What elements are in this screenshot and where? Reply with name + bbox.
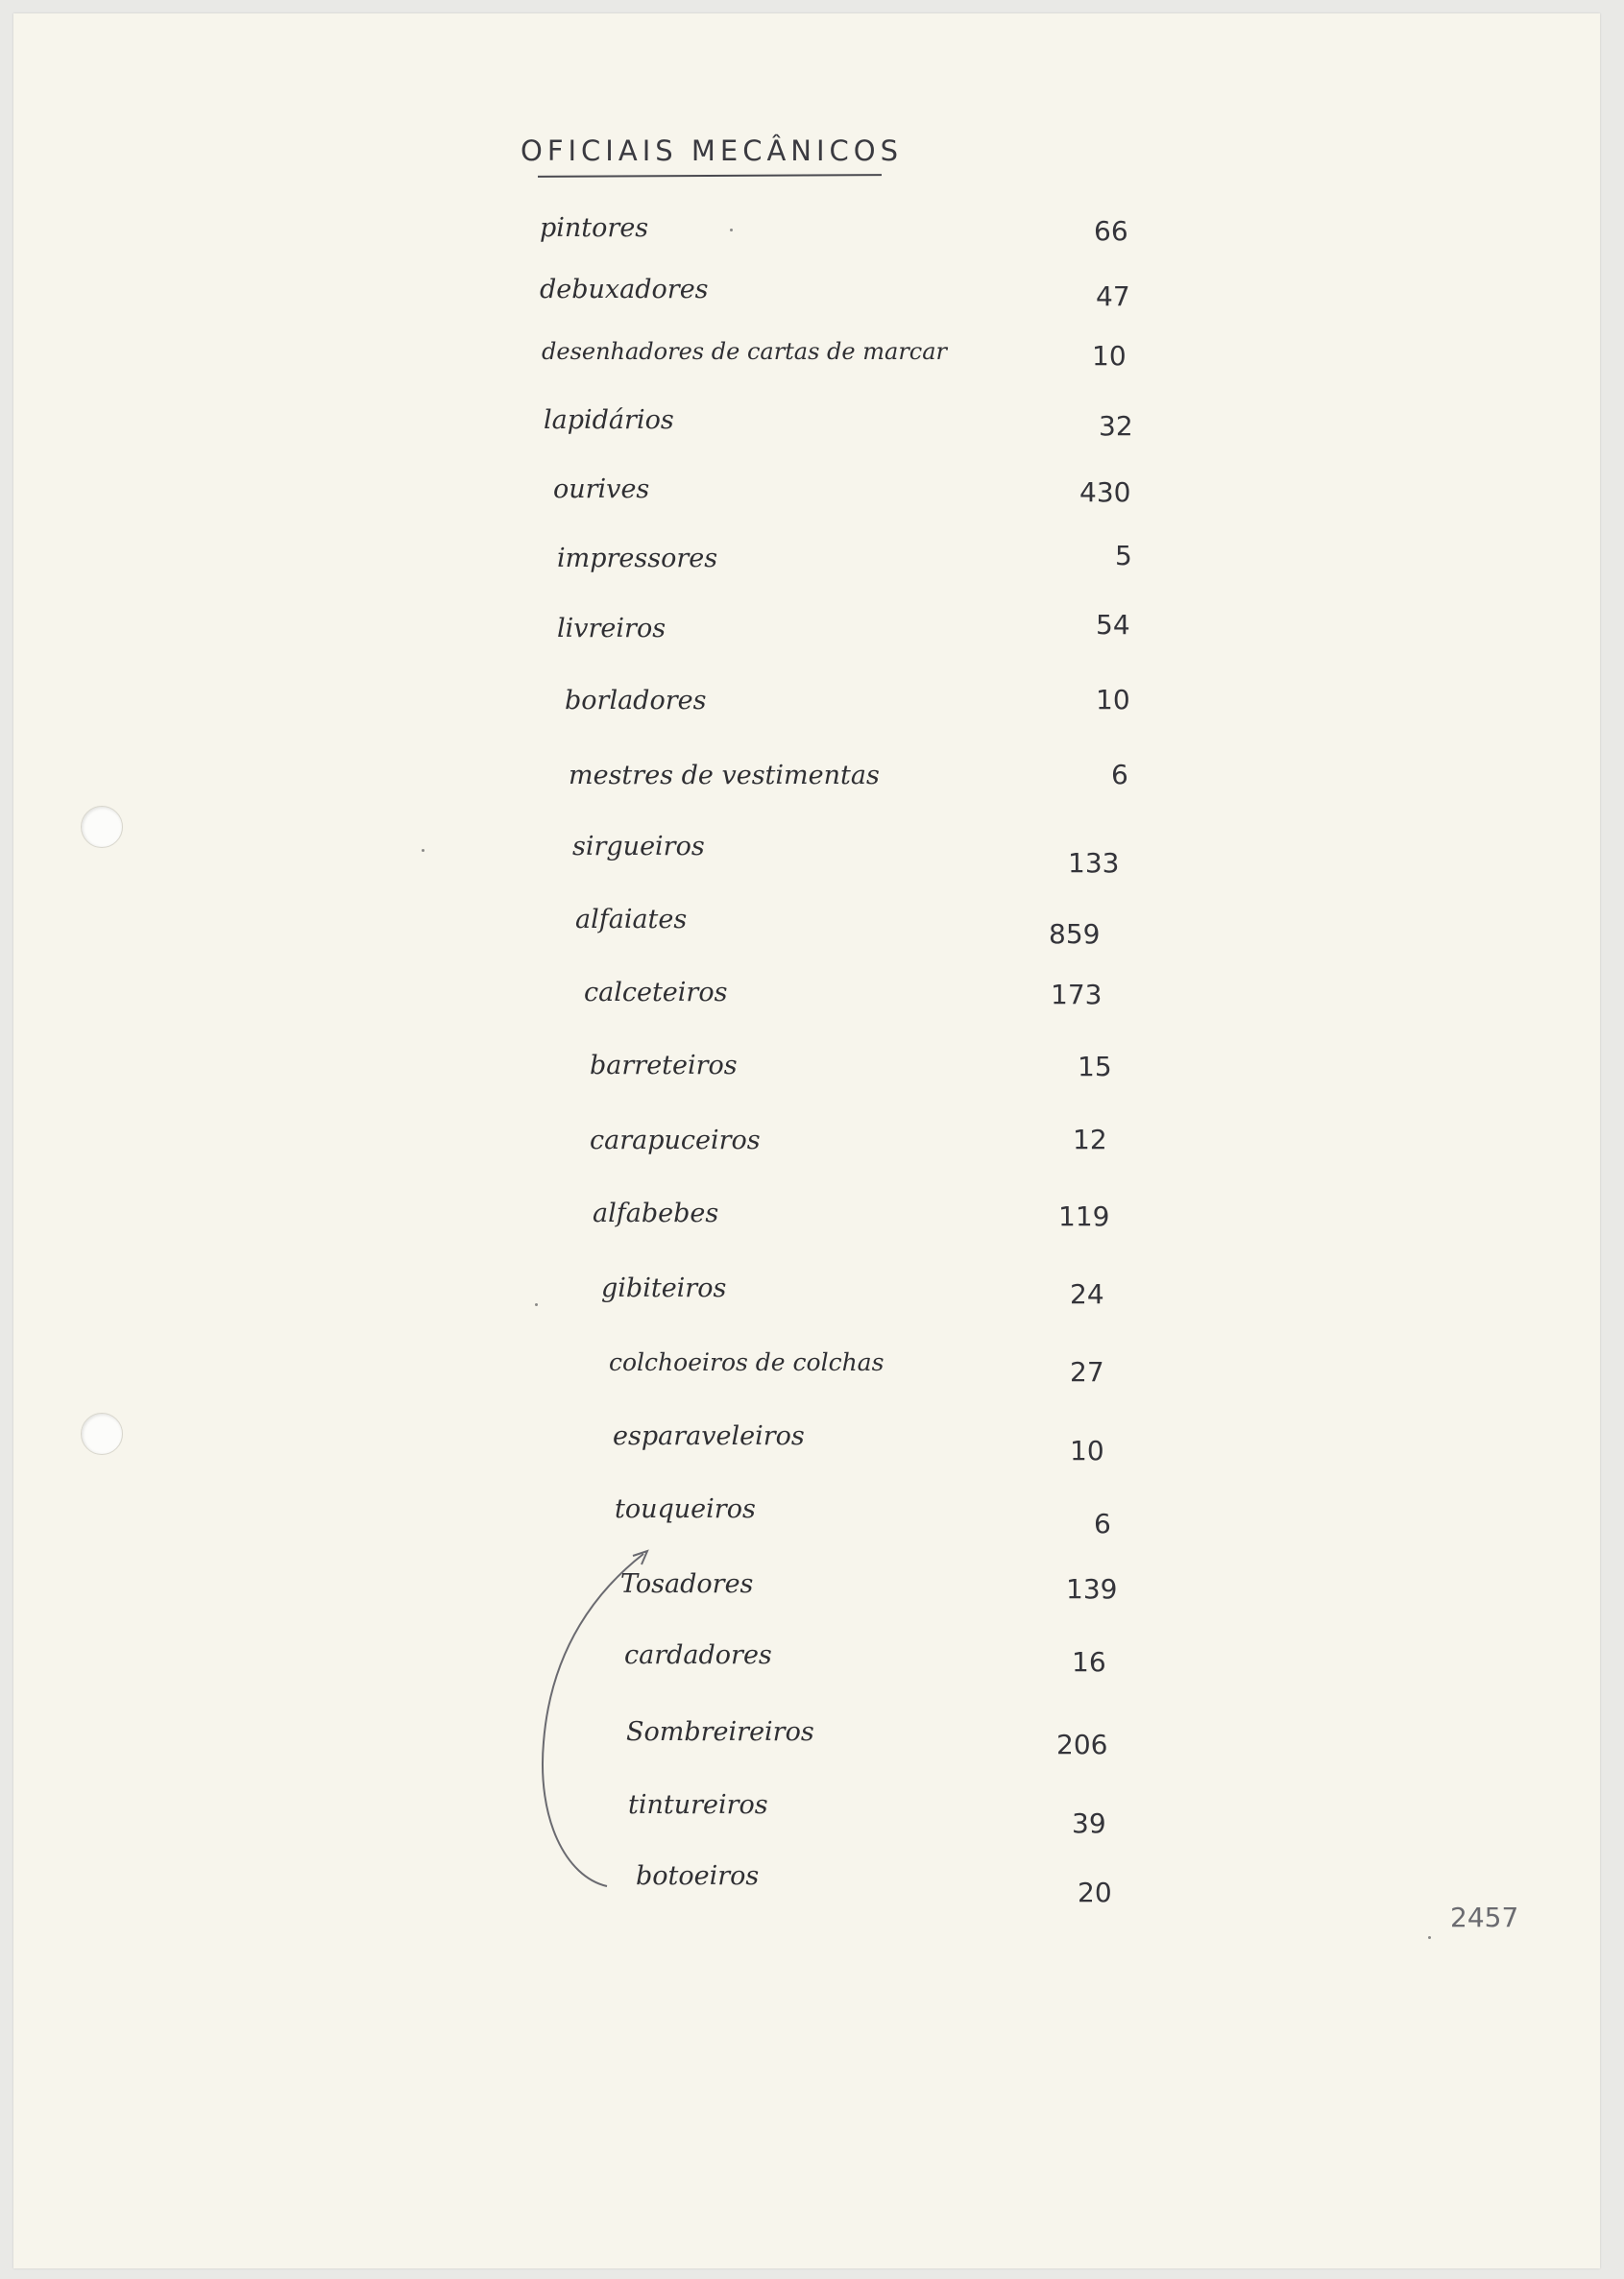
- list-item-count: 15: [1078, 1051, 1112, 1082]
- list-item-label: colchoeiros de colchas: [609, 1348, 885, 1376]
- list-item-label: Tosadores: [620, 1569, 754, 1599]
- list-item-count: 32: [1099, 410, 1133, 442]
- list-item-count: 12: [1073, 1124, 1107, 1155]
- list-item-label: calceteiros: [584, 978, 728, 1007]
- list-item-count: 6: [1111, 759, 1128, 790]
- list-item-count: 6: [1094, 1508, 1111, 1540]
- list-item-count: 173: [1051, 979, 1103, 1010]
- list-item-count: 206: [1056, 1729, 1108, 1760]
- list-item-label: touqueiros: [615, 1494, 756, 1524]
- list-item-count: 859: [1049, 918, 1101, 950]
- list-item-label: alfaiates: [575, 905, 688, 934]
- punch-hole-upper: [81, 806, 123, 848]
- list-item-label: desenhadores de cartas de marcar: [542, 338, 948, 365]
- list-item-count: 133: [1068, 847, 1120, 879]
- paper-speck: [1428, 1936, 1431, 1939]
- list-item-count: 16: [1072, 1646, 1106, 1678]
- list-item-label: cardadores: [624, 1640, 772, 1670]
- paper-speck: [730, 229, 733, 231]
- list-item-label: Sombreireiros: [626, 1717, 814, 1747]
- list-item-count: 119: [1058, 1200, 1110, 1232]
- title-underline: [538, 174, 882, 178]
- list-item-count: 430: [1079, 476, 1131, 508]
- list-item-label: mestres de vestimentas: [569, 761, 880, 790]
- list-item-count: 139: [1066, 1573, 1118, 1605]
- list-item-count: 5: [1115, 540, 1132, 571]
- list-item-count: 24: [1070, 1278, 1104, 1310]
- page-title: OFICIAIS MECÂNICOS: [521, 134, 904, 167]
- list-item-count: 20: [1078, 1877, 1112, 1908]
- list-item-label: borladores: [565, 686, 707, 715]
- paper-speck: [422, 849, 424, 852]
- list-item-label: tintureiros: [628, 1790, 768, 1820]
- list-item-label: pintores: [540, 213, 649, 243]
- list-item-count: 39: [1072, 1807, 1106, 1839]
- list-item-count: 27: [1070, 1356, 1104, 1388]
- list-item-count: 66: [1094, 215, 1128, 247]
- list-item-count: 54: [1096, 609, 1130, 641]
- list-item-label: botoeiros: [636, 1861, 760, 1891]
- list-item-label: esparaveleiros: [613, 1421, 805, 1451]
- list-item-count: 47: [1096, 280, 1130, 312]
- list-item-label: debuxadores: [540, 275, 709, 304]
- list-item-label: livreiros: [557, 614, 667, 643]
- list-item-count: 10: [1070, 1435, 1104, 1467]
- list-item-label: barreteiros: [590, 1051, 738, 1080]
- list-item-count: 10: [1092, 340, 1127, 372]
- list-item-count: 10: [1096, 684, 1130, 715]
- list-item-label: gibiteiros: [601, 1273, 727, 1303]
- list-item-label: carapuceiros: [590, 1126, 761, 1155]
- document-page: [13, 13, 1600, 2268]
- list-item-label: ourives: [553, 474, 650, 504]
- punch-hole-lower: [81, 1413, 123, 1455]
- grand-total: 2457: [1450, 1902, 1519, 1933]
- list-item-label: lapidários: [544, 405, 674, 435]
- list-item-label: alfabebes: [593, 1199, 719, 1228]
- list-item-label: sirgueiros: [572, 832, 705, 861]
- list-item-label: impressores: [557, 544, 718, 573]
- paper-speck: [535, 1303, 538, 1306]
